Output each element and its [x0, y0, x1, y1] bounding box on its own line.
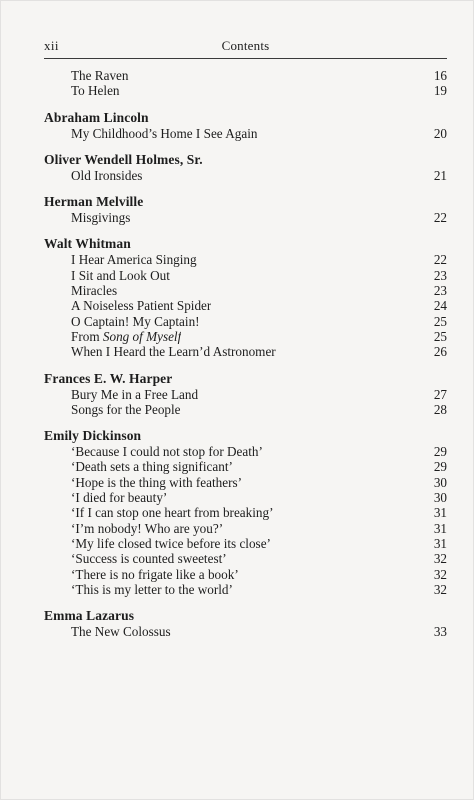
toc-entry — [44, 567, 447, 582]
entry-page-number: 25 — [433, 313, 447, 329]
table-of-contents — [44, 66, 447, 649]
toc-entry — [44, 329, 447, 344]
toc-section — [44, 66, 447, 99]
entry-title — [71, 402, 181, 417]
entry-page-number: 24 — [433, 298, 447, 314]
entry-title — [71, 582, 233, 597]
page-number: xii — [44, 38, 59, 53]
entry-page-number: 32 — [433, 551, 447, 567]
entry-title-text: ‘Hope is the thing with feathers’ — [71, 474, 243, 490]
entry-page-number: 20 — [433, 125, 447, 141]
toc-entry — [44, 490, 447, 505]
entry-title-text: When I Heard the Learn’d Astronomer — [71, 344, 276, 360]
entry-title — [71, 83, 120, 98]
entry-title — [71, 268, 170, 283]
entry-title-text: A Noiseless Patient Spider — [71, 298, 212, 314]
entry-page-number: 26 — [433, 344, 447, 360]
entry-title-text: To Helen — [71, 83, 120, 99]
header-rule — [44, 58, 447, 59]
toc-entry — [44, 521, 447, 536]
author-heading: Emily Dickinson — [44, 428, 142, 444]
toc-entry — [44, 536, 447, 551]
toc-entry — [44, 252, 447, 267]
entry-title — [71, 624, 171, 639]
toc-section — [44, 235, 447, 359]
entry-title-text: I Sit and Look Out — [71, 267, 170, 283]
toc-entry — [44, 402, 447, 417]
toc-entry — [44, 210, 447, 225]
entry-page-number: 21 — [433, 167, 447, 183]
entry-page-number: 25 — [433, 328, 447, 344]
entry-page-number: 29 — [433, 459, 447, 475]
entry-title-text: Misgivings — [71, 210, 131, 226]
author-heading: Herman Melville — [44, 194, 144, 210]
toc-entry — [44, 344, 447, 359]
entry-title — [71, 168, 142, 183]
entry-title — [71, 298, 211, 313]
entry-title-text: ‘There is no frigate like a book’ — [71, 566, 239, 582]
entry-title — [71, 505, 274, 520]
toc-entry — [44, 582, 447, 597]
entry-title-text: My Childhood’s Home I See Again — [71, 125, 258, 141]
entry-title — [71, 551, 227, 566]
entry-page-number: 28 — [433, 401, 447, 417]
entry-page-number: 29 — [433, 444, 447, 460]
toc-entry — [44, 68, 447, 83]
entry-title-text: The Raven — [71, 68, 129, 83]
entry-page-number: 30 — [433, 490, 447, 506]
toc-section — [44, 151, 447, 183]
entry-title — [71, 521, 223, 536]
entry-title-text: ‘I died for beauty’ — [71, 490, 168, 506]
entry-title-text: From — [71, 328, 103, 344]
entry-title — [71, 68, 129, 83]
entry-title — [71, 329, 181, 344]
entry-title-text: Miracles — [71, 283, 118, 299]
entry-title-text: Bury Me in a Free Land — [71, 386, 199, 402]
toc-entry — [44, 624, 447, 639]
entry-page-number: 32 — [433, 566, 447, 582]
entry-title — [71, 314, 200, 329]
entry-title — [71, 475, 242, 490]
toc-section — [44, 370, 447, 418]
entry-page-number: 27 — [433, 386, 447, 402]
entry-title-text: The New Colossus — [71, 624, 171, 640]
entry-title-italic: Song of Myself — [102, 328, 182, 344]
toc-section — [44, 109, 447, 141]
entry-title-text: ‘This is my letter to the world’ — [71, 581, 233, 597]
entry-title — [71, 444, 263, 459]
entry-title-text: ‘My life closed twice before its close’ — [71, 535, 271, 551]
entry-title — [71, 126, 257, 141]
toc-section — [44, 427, 447, 597]
entry-title — [71, 536, 271, 551]
entry-title — [71, 387, 198, 402]
toc-entry — [44, 283, 447, 298]
entry-title — [71, 459, 233, 474]
toc-entry — [44, 168, 447, 183]
running-title: Contents — [221, 38, 270, 53]
toc-entry — [44, 268, 447, 283]
entry-title-text: Songs for the People — [71, 401, 181, 417]
entry-page-number: 23 — [433, 283, 447, 299]
author-heading: Abraham Lincoln — [44, 109, 149, 125]
toc-section — [44, 193, 447, 225]
toc-entry — [44, 444, 447, 459]
toc-entry — [44, 83, 447, 98]
entry-page-number: 32 — [433, 581, 447, 597]
toc-entry — [44, 551, 447, 566]
author-heading: Frances E. W. Harper — [44, 370, 173, 386]
entry-title — [71, 252, 197, 267]
toc-entry — [44, 505, 447, 520]
entry-page-number: 31 — [433, 505, 447, 521]
entry-page-number: 19 — [433, 83, 447, 99]
entry-page-number: 22 — [433, 252, 447, 268]
entry-page-number: 31 — [433, 520, 447, 536]
author-heading: Oliver Wendell Holmes, Sr. — [44, 151, 203, 167]
entry-title — [71, 490, 167, 505]
entry-page-number: 31 — [433, 535, 447, 551]
entry-page-number: 30 — [433, 474, 447, 490]
entry-title — [71, 210, 130, 225]
entry-title-text: ‘Death sets a thing significant’ — [71, 459, 233, 475]
entry-title-text: Old Ironsides — [71, 167, 143, 183]
entry-title-text: ‘I’m nobody! Who are you?’ — [71, 520, 224, 536]
entry-title-text: ‘If I can stop one heart from breaking’ — [71, 505, 274, 521]
toc-entry — [44, 126, 447, 141]
author-heading: Walt Whitman — [44, 236, 131, 252]
entry-title — [71, 344, 276, 359]
entry-page-number: 33 — [433, 624, 447, 640]
toc-entry — [44, 475, 447, 490]
toc-entry — [44, 298, 447, 313]
entry-title-text: ‘Because I could not stop for Death’ — [71, 444, 263, 460]
entry-title-text: O Captain! My Captain! — [71, 313, 200, 329]
entry-title — [71, 283, 117, 298]
entry-page-number: 22 — [433, 210, 447, 226]
toc-entry — [44, 387, 447, 402]
page-header — [44, 35, 447, 57]
toc-entry — [44, 459, 447, 474]
toc-section — [44, 607, 447, 639]
author-heading: Emma Lazarus — [44, 608, 135, 624]
entry-page-number: 16 — [433, 68, 447, 83]
toc-entry — [44, 314, 447, 329]
entry-title-text: ‘Success is counted sweetest’ — [71, 551, 227, 567]
entry-page-number: 23 — [433, 267, 447, 283]
entry-title-text: I Hear America Singing — [71, 252, 197, 268]
entry-title — [71, 567, 239, 582]
